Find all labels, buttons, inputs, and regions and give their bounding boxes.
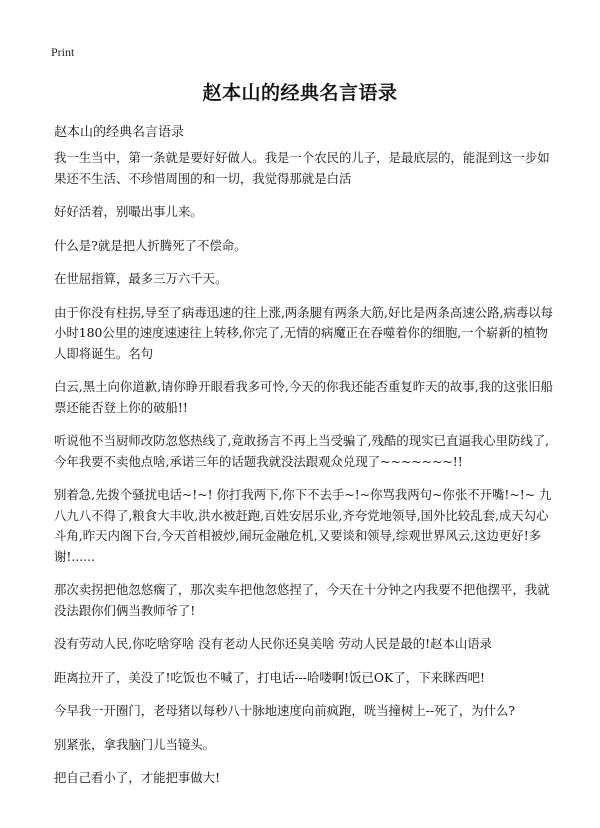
quote-paragraph: 什么是?就是把人折腾死了不偿命。 xyxy=(54,237,247,253)
quote-paragraph: 听说他不当厨师改防忽悠热线了,竟敢扬言不再上当受骗了,残酷的现实已直逼我心里防线了,今年我要不卖他点啥,承诺三年的话题我就没法跟观众兑现了~~~~~~~!! xyxy=(54,433,550,469)
quote-paragraph: 那次卖拐把他忽悠瘸了，那次卖车把他忽悠捏了，今天在十分钟之内我要不把他摆平，我就没法跟你们俩当教师爷了! xyxy=(54,582,550,618)
quote-paragraph: 别紧张，拿我脑门儿当镜头。 xyxy=(54,736,216,752)
quote-paragraph: 别着急,先拨个骚扰电话~!~! 你打我两下,你下不去手~!~你骂我两句~你张不开嘴!~!~ 九八九八不得了,粮食大丰收,洪水被赶跑,百姓安居乐业,齐夸党地领导,国外比较乱套,成天勾心斗角,昨天内阁下台,今天首相被炒,闹玩金融危机,又要谈和领导,综观世界风云,这边更好!多谢!...... xyxy=(54,487,552,564)
quote-paragraph: 在世屈指算，最多三万六千天。 xyxy=(54,271,228,286)
quote-paragraph: 没有劳动人民,你吃啥穿啥 没有老动人民你还臭美啥 劳动人民是最的!赵本山语录 xyxy=(54,636,493,651)
article-body xyxy=(54,148,554,802)
article-subtitle: 赵本山的经典名言语录 xyxy=(54,125,185,140)
print-link[interactable]: Print xyxy=(51,45,75,59)
quote-paragraph: 白云,黑土向你道歉,请你睁开眼看我多可怜,今天的你我还能否重复昨天的故事,我的这张旧船票还能否登上你的破船!! xyxy=(54,379,553,415)
page-title: 赵本山的经典名言语录 xyxy=(202,82,398,104)
quote-paragraph: 距离拉开了，美没了!吃饭也不喊了，打电话---哈喽啊!饭已OK了，下来眯西吧! xyxy=(54,669,486,685)
quote-paragraph: 今早我一开圈门，老母猪以每秒八十脉地速度向前疯跑，咣当撞树上--死了，为什么? xyxy=(54,703,516,718)
quote-paragraph: 由于你没有柱拐,导至了病毒迅速的往上涨,两条腿有两条大筋,好比是两条高速公路,病毒以每小时180公里的速度速速往上转移,你完了,无情的病魔正在吞噬着你的细胞,一个崭新的植物人即将诞生。名句 xyxy=(54,304,553,361)
quote-paragraph: 把自己看小了，才能把事做大! xyxy=(54,770,221,785)
quote-paragraph: 好好活着，别嘬出事儿来。 xyxy=(54,204,203,219)
quote-paragraph: 我一生当中，第一条就是要好好做人。我是一个农民的儿子，是最底层的，能混到这一步如果还不生活、不珍惜周围的和一切，我觉得那就是白活 xyxy=(54,150,550,186)
